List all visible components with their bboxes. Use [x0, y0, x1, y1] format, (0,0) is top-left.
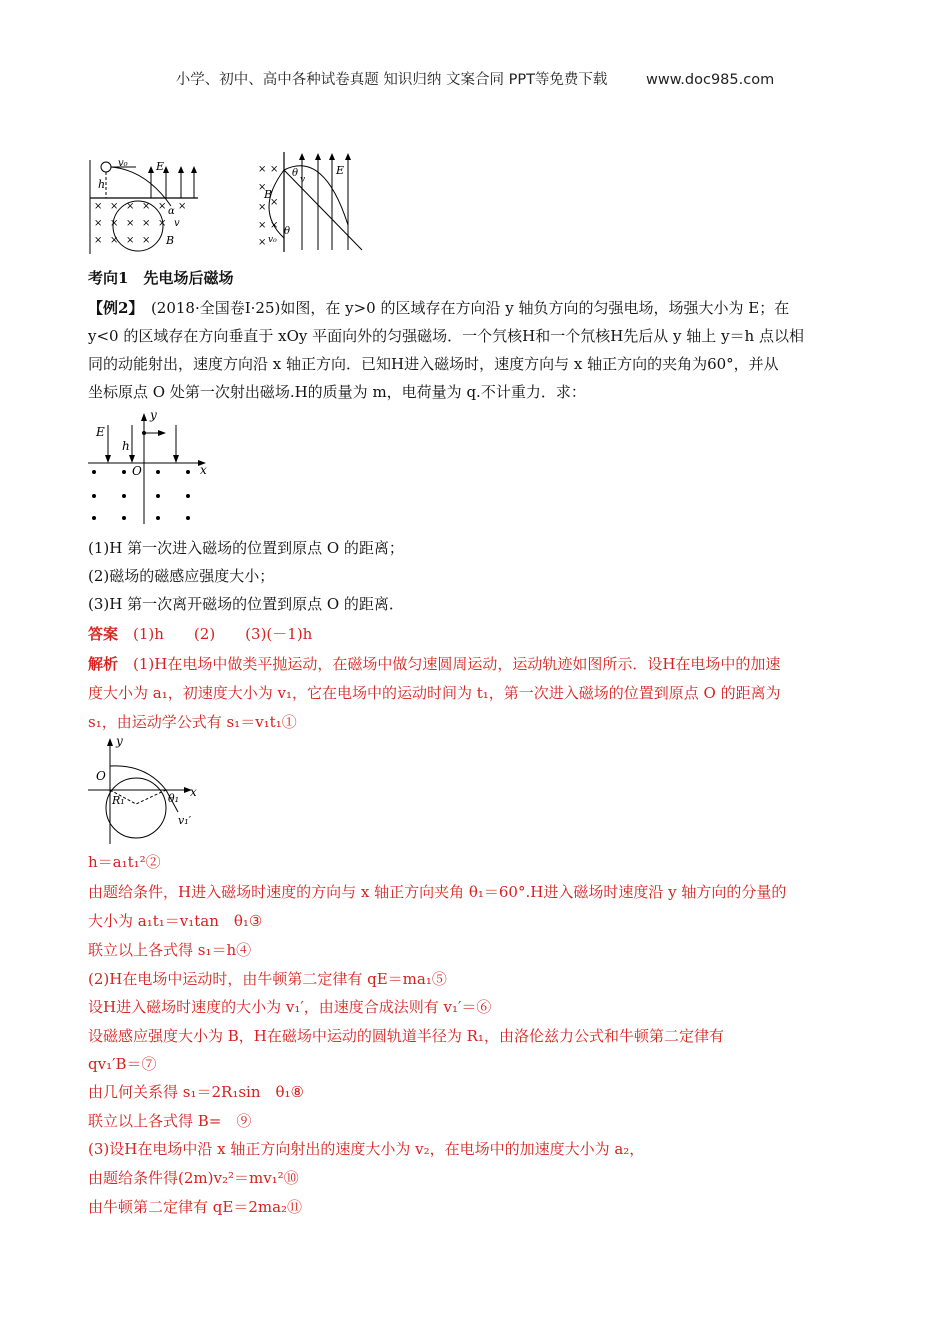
- svg-text:×: ×: [142, 218, 151, 229]
- label-theta1: θ₁: [168, 792, 180, 805]
- label-v1p: v₁′: [178, 814, 192, 827]
- svg-text:×: ×: [258, 237, 267, 248]
- figure-4: [86, 736, 206, 846]
- svg-text:×: ×: [258, 202, 267, 213]
- answer-label: 答案: [88, 625, 119, 643]
- svg-text:×: ×: [270, 220, 279, 231]
- label-h3: h: [122, 439, 130, 453]
- label-x3: x: [200, 463, 207, 477]
- label-B: B: [166, 234, 175, 247]
- label-B2: B: [264, 188, 273, 201]
- answer-line: [88, 624, 312, 644]
- label-v0: v₀: [118, 158, 128, 169]
- figure-1: [86, 156, 202, 254]
- banner-site: www.doc985.com: [646, 72, 775, 88]
- svg-text:×: ×: [94, 201, 103, 212]
- svg-text:×: ×: [110, 218, 119, 229]
- analysis-after-10: (3)设H在电场中沿 x 轴正方向射出的速度大小为 v₂，在电场中的加速度大小为 a₂，: [88, 1140, 645, 1158]
- example-text-1: (2018·全国卷Ⅰ·25)如图，在 y>0 的区域存在方向沿 y 轴负方向的匀强电场，场强大小为 E；在: [135, 299, 790, 317]
- analysis-label: 解析: [88, 655, 119, 673]
- analysis-after-9: 联立以上各式得 B= ⑨: [88, 1112, 252, 1130]
- svg-text:×: ×: [258, 220, 267, 231]
- label-y3: y: [150, 410, 157, 422]
- analysis-text-1: (1)H在电场中做类平抛运动，在磁场中做匀速圆周运动，运动轨迹如图所示．设H在电场中的加速: [118, 655, 781, 673]
- label-v-top: v: [300, 175, 306, 185]
- svg-text:×: ×: [142, 235, 151, 246]
- example-tag: 【例2】: [88, 299, 136, 317]
- svg-text:×: ×: [94, 235, 103, 246]
- analysis-after-2: 大小为 a₁t₁＝v₁tan θ₁③: [88, 912, 263, 930]
- example-line-3: 同的动能射出，速度方向沿 x 轴正方向．已知H进入磁场时，速度方向与 x 轴正方向的夹角为60°，并从: [88, 355, 779, 373]
- analysis-after-1: 由题给条件，H进入磁场时速度的方向与 x 轴正方向夹角 θ₁＝60°.H进入磁场时速度沿 y 轴方向的分量的: [88, 883, 787, 901]
- analysis-line-3: s₁，由运动学公式有 s₁＝v₁t₁①: [88, 713, 297, 731]
- svg-text:×: ×: [158, 218, 167, 229]
- question-3: (3)H 第一次离开磁场的位置到原点 O 的距离．: [88, 595, 404, 613]
- question-2: (2)磁场的磁感应强度大小；: [88, 567, 275, 585]
- example-line-2: y<0 的区域存在方向垂直于 xOy 平面向外的匀强磁场．一个氕核H和一个氘核H先后从 y 轴上 y＝h 点以相: [88, 327, 804, 345]
- label-alpha: α: [168, 206, 175, 217]
- svg-text:×: ×: [126, 218, 135, 229]
- example-line-4: 坐标原点 O 处第一次射出磁场.H的质量为 m，电荷量为 q.不计重力．求：: [88, 383, 586, 401]
- svg-text:×: ×: [110, 201, 119, 212]
- label-h: h: [98, 178, 106, 191]
- label-O3: O: [132, 464, 142, 478]
- svg-text:×: ×: [270, 197, 279, 208]
- figure-3: [86, 410, 216, 526]
- label-E2: E: [336, 164, 345, 177]
- label-E: E: [156, 160, 165, 173]
- analysis-after-12: 由牛顿第二定律有 qE＝2ma₂⑪: [88, 1198, 303, 1216]
- figure-2: [254, 150, 366, 252]
- analysis-after-6: 设磁感应强度大小为 B，H在磁场中运动的圆轨道半径为 R₁，由洛伦兹力公式和牛顿第二定律有: [88, 1027, 724, 1045]
- header-banner: [0, 68, 950, 89]
- label-theta-top: θ: [292, 168, 299, 179]
- analysis-line-2: 度大小为 a₁，初速度大小为 v₁，它在电场中的运动时间为 t₁，第一次进入磁场的位置到原点 O 的距离为: [88, 684, 781, 702]
- svg-text:×: ×: [94, 218, 103, 229]
- question-1: (1)H 第一次进入磁场的位置到原点 O 的距离；: [88, 539, 404, 557]
- label-R1: R₁: [112, 794, 125, 807]
- analysis-after-0: h＝a₁t₁²②: [88, 853, 161, 871]
- label-v: v: [174, 218, 180, 229]
- analysis-after-3: 联立以上各式得 s₁＝h④: [88, 941, 252, 959]
- svg-text:×: ×: [178, 201, 187, 212]
- label-x4: x: [190, 785, 197, 799]
- analysis-after-11: 由题给条件得(2m)v₂²＝mv₁²⑩: [88, 1169, 299, 1187]
- svg-text:×: ×: [142, 201, 151, 212]
- svg-text:×: ×: [270, 164, 279, 175]
- example-line-1: [88, 298, 789, 318]
- label-v0-2: v₀: [268, 235, 277, 245]
- svg-text:×: ×: [258, 182, 267, 193]
- analysis-after-4: (2)H在电场中运动时，由牛顿第二定律有 qE＝ma₁⑤: [88, 970, 447, 988]
- analysis-after-8: 由几何关系得 s₁＝2R₁sin θ₁⑧: [88, 1083, 304, 1101]
- svg-text:×: ×: [126, 201, 135, 212]
- svg-text:×: ×: [158, 201, 167, 212]
- svg-text:×: ×: [126, 235, 135, 246]
- label-y4: y: [116, 736, 123, 748]
- label-theta-bottom: θ: [284, 226, 291, 237]
- analysis-line-1: [88, 654, 780, 674]
- svg-text:×: ×: [110, 235, 119, 246]
- label-E3: E: [96, 425, 105, 439]
- analysis-after-7: qv₁′B＝⑦: [88, 1055, 157, 1073]
- svg-text:×: ×: [258, 164, 267, 175]
- label-O4: O: [96, 769, 106, 783]
- answer-text: (1)h (2) (3)(－1)h: [118, 625, 313, 643]
- banner-text: 小学、初中、高中各种试卷真题 知识归纳 文案合同 PPT等免费下载: [175, 72, 608, 88]
- section-title: 考向1 先电场后磁场: [88, 269, 234, 287]
- analysis-after-5: 设H进入磁场时速度的大小为 v₁′，由速度合成法则有 v₁′＝⑥: [88, 998, 492, 1016]
